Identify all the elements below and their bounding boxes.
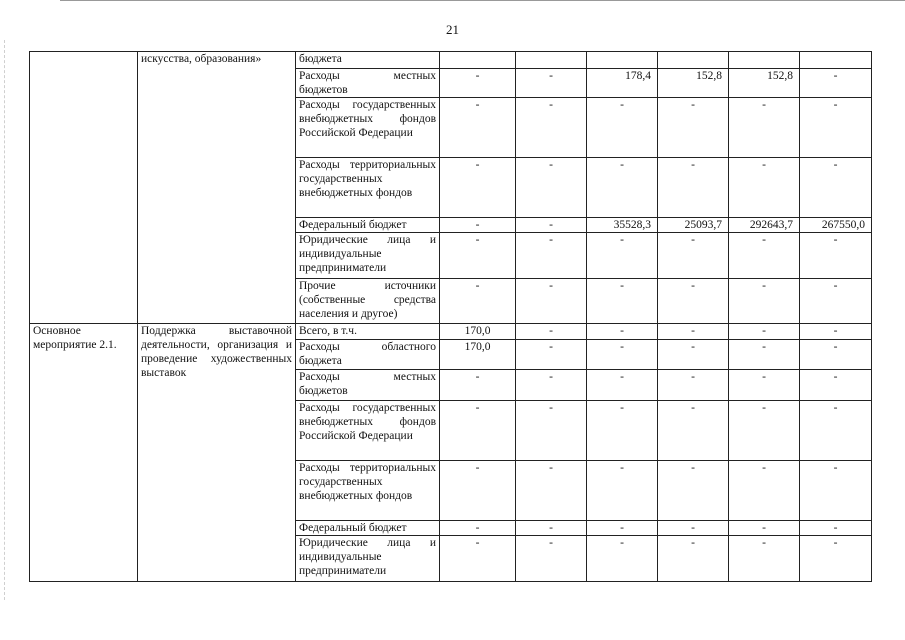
value-cell: - — [729, 521, 800, 536]
value-cell: - — [516, 69, 587, 98]
value-cell: - — [658, 98, 729, 158]
value-cell — [658, 52, 729, 69]
value-cell: - — [587, 98, 658, 158]
value-cell: - — [516, 536, 587, 582]
value-cell: - — [516, 279, 587, 324]
value-cell: - — [800, 69, 872, 98]
value-cell: - — [440, 521, 516, 536]
value-cell: 152,8 — [729, 69, 800, 98]
funding-source-cell: Всего, в т.ч. — [296, 324, 440, 340]
funding-source-cell: бюджета — [296, 52, 440, 69]
value-cell: - — [440, 158, 516, 218]
value-cell — [440, 52, 516, 69]
value-cell: - — [516, 401, 587, 461]
value-cell: 267550,0 — [800, 218, 872, 233]
funding-table — [29, 51, 872, 582]
funding-source-cell: Расходы государственных внебюджетных фондов Российской Федерации — [296, 401, 440, 461]
value-cell: 170,0 — [440, 340, 516, 370]
funding-source-cell: Расходы областного бюджета — [296, 340, 440, 370]
value-cell: - — [800, 324, 872, 340]
funding-source-cell: Расходы государственных внебюджетных фондов Российской Федерации — [296, 98, 440, 158]
value-cell: - — [516, 340, 587, 370]
funding-source-cell: Расходы местных бюджетов — [296, 69, 440, 98]
value-cell: - — [440, 218, 516, 233]
value-cell: - — [516, 218, 587, 233]
value-cell: - — [516, 98, 587, 158]
value-cell: - — [587, 324, 658, 340]
funding-source-cell: Юридические лица и индивидуальные предприниматели — [296, 233, 440, 279]
funding-source-cell: Юридические лица и индивидуальные предприниматели — [296, 536, 440, 582]
value-cell: - — [658, 401, 729, 461]
value-cell: - — [440, 370, 516, 401]
value-cell: - — [658, 340, 729, 370]
value-cell: 178,4 — [587, 69, 658, 98]
activity-name-cell: искусства, образования» — [138, 52, 296, 324]
value-cell: 25093,7 — [658, 218, 729, 233]
value-cell: - — [800, 536, 872, 582]
value-cell: - — [729, 340, 800, 370]
value-cell: - — [800, 279, 872, 324]
value-cell: - — [729, 370, 800, 401]
activity-name-cell: Поддержка выставочной деятельности, организация и проведение художественных выставок — [138, 324, 296, 582]
value-cell — [729, 52, 800, 69]
value-cell: - — [587, 233, 658, 279]
value-cell: - — [587, 340, 658, 370]
value-cell: - — [516, 461, 587, 521]
value-cell: - — [800, 98, 872, 158]
value-cell: - — [440, 279, 516, 324]
value-cell: - — [800, 461, 872, 521]
value-cell: - — [800, 158, 872, 218]
value-cell: - — [658, 536, 729, 582]
value-cell: - — [658, 461, 729, 521]
scan-top-edge — [60, 0, 905, 1]
value-cell: - — [440, 98, 516, 158]
value-cell: - — [516, 324, 587, 340]
value-cell: - — [440, 233, 516, 279]
page-number: 21 — [446, 22, 459, 37]
value-cell: - — [729, 98, 800, 158]
funding-source-cell: Расходы местных бюджетов — [296, 370, 440, 401]
value-cell: 292643,7 — [729, 218, 800, 233]
value-cell: - — [516, 158, 587, 218]
value-cell: - — [729, 233, 800, 279]
value-cell: - — [440, 69, 516, 98]
value-cell: - — [658, 521, 729, 536]
value-cell: - — [729, 324, 800, 340]
value-cell: - — [587, 158, 658, 218]
value-cell: - — [729, 401, 800, 461]
value-cell: 35528,3 — [587, 218, 658, 233]
value-cell: - — [658, 370, 729, 401]
value-cell: - — [587, 401, 658, 461]
value-cell: - — [516, 370, 587, 401]
value-cell: - — [729, 279, 800, 324]
value-cell: - — [440, 536, 516, 582]
value-cell: - — [516, 521, 587, 536]
funding-source-cell: Расходы территориальных государственных внебюджетных фондов — [296, 158, 440, 218]
value-cell — [587, 52, 658, 69]
value-cell: - — [587, 521, 658, 536]
value-cell: - — [658, 324, 729, 340]
value-cell: - — [729, 461, 800, 521]
funding-source-cell: Федеральный бюджет — [296, 218, 440, 233]
value-cell: - — [516, 233, 587, 279]
funding-source-cell: Федеральный бюджет — [296, 521, 440, 536]
value-cell: - — [800, 370, 872, 401]
value-cell: - — [587, 461, 658, 521]
value-cell: 152,8 — [658, 69, 729, 98]
value-cell: - — [800, 521, 872, 536]
value-cell: - — [800, 340, 872, 370]
value-cell: - — [800, 233, 872, 279]
value-cell: - — [729, 536, 800, 582]
table-row — [30, 324, 872, 340]
scan-left-edge — [4, 40, 6, 600]
funding-source-cell: Расходы территориальных государственных внебюджетных фондов — [296, 461, 440, 521]
value-cell: 170,0 — [440, 324, 516, 340]
value-cell: - — [658, 279, 729, 324]
value-cell: - — [440, 401, 516, 461]
funding-source-cell: Прочие источники (собственные средства населения и другое) — [296, 279, 440, 324]
value-cell: - — [658, 233, 729, 279]
value-cell: - — [587, 370, 658, 401]
value-cell: - — [587, 536, 658, 582]
value-cell: - — [729, 158, 800, 218]
value-cell: - — [658, 158, 729, 218]
value-cell — [516, 52, 587, 69]
table-row — [30, 52, 872, 69]
activity-cell — [30, 52, 138, 324]
activity-cell: Основное мероприятие 2.1. — [30, 324, 138, 582]
value-cell: - — [800, 401, 872, 461]
value-cell: - — [587, 279, 658, 324]
value-cell: - — [440, 461, 516, 521]
value-cell — [800, 52, 872, 69]
